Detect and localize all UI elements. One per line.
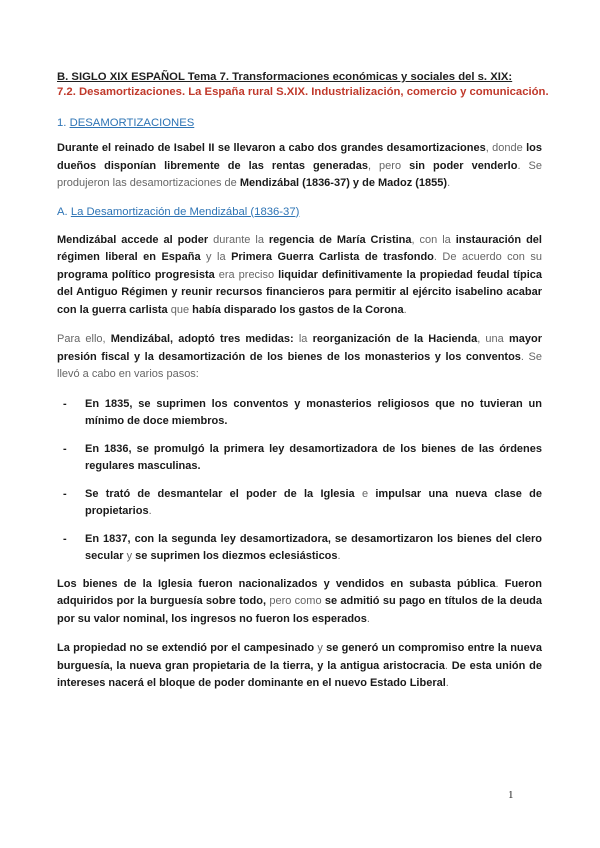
p1-bold-6: liquidar definitivamente la propiedad feudal típica del Antiguo Régimen y reunir recursos financieros para permitir al ejército isabelino acabar con la guerra carlista (57, 268, 542, 316)
p1-text-1: durante la (208, 233, 269, 246)
list-item (57, 441, 542, 476)
list-item (57, 531, 542, 566)
intro-text-3: . Se produjeron las desamortizaciones de (57, 159, 542, 189)
p4-text-2: . (444, 659, 452, 672)
subsection-title-link[interactable]: La Desamortización de Mendizábal (1836-37) (70, 205, 300, 218)
p3-text-3: . (366, 612, 370, 625)
p1-bold-5: programa político progresista (57, 268, 215, 281)
step-text: En 1835, se suprimen los conventos y monasterios religiosos que no tuvieran un mínimo de doce miembros. (85, 397, 542, 427)
p1-text-4: . De acuerdo con su (433, 251, 543, 263)
p2-text-4: . Se llevó a cabo en varios pasos: (57, 350, 542, 380)
p1-text-5: era preciso (214, 268, 279, 281)
list-dash: - (63, 442, 67, 455)
intro-paragraph (57, 140, 542, 193)
step-text-1: y (123, 550, 136, 562)
step-text-2: . (337, 550, 341, 562)
page-number: 1 (508, 789, 514, 801)
p1-text-7: . (403, 303, 407, 316)
topic-header: B. SIGLO XIX ESPAÑOL Tema 7. Transformaciones económicas y sociales del s. XIX: (57, 71, 513, 83)
intro-bold-2: los dueños disponían libremente de las rentas generadas (57, 142, 542, 172)
steps-list (57, 396, 542, 566)
p3-bold-3: se admitió su pago en títulos de la deuda por su valor nominal, los ingresos no fueron los esperados (57, 595, 542, 625)
intro-bold-3: sin poder venderlo (409, 159, 518, 172)
step-bold-2: impulsar una nueva clase de propietarios (85, 487, 542, 517)
section-desamortizaciones-heading (57, 116, 542, 131)
p2-bold-3: mayor presión fiscal y la desamortización de los bienes de los monasterios y los conventos (57, 333, 542, 363)
p4-text-3: . (445, 677, 449, 689)
list-dash: - (63, 532, 67, 545)
subsection-letter: A. (57, 205, 71, 218)
p3-bold-1: Los bienes de la Iglesia fueron nacionalizados y vendidos en subasta pública (57, 577, 496, 590)
p4-bold-3: De esta unión de intereses nacerá el bloque de poder dominante en el nuevo Estado Liberal (57, 659, 542, 689)
p4-bold-1: La propiedad no se extendió por el campesinado (57, 642, 315, 654)
intro-text-1: , donde (485, 142, 527, 154)
list-item (57, 396, 542, 431)
list-dash: - (63, 487, 67, 500)
p1-bold-2: regencia de María Cristina (268, 233, 412, 246)
p1-bold-1: Mendizábal accede al poder (57, 233, 209, 246)
p1-text-6: que (167, 303, 193, 316)
paragraph-consequences (57, 640, 542, 693)
step-text-2: . (148, 505, 152, 517)
p1-bold-7: había disparado los gastos de la Corona (192, 303, 404, 316)
p3-text-2: pero como (266, 595, 325, 607)
intro-bold-4: Mendizábal (1836-37) y de Madoz (1855) (239, 177, 448, 189)
intro-text-4: . (447, 177, 451, 189)
p3-text-1: . (495, 577, 505, 590)
p1-bold-4: Primera Guerra Carlista de trasfondo (231, 251, 434, 263)
subtopic-header: 7.2. Desamortizaciones. La España rural S.XIX. Industrialización, comercio y comunicación. (57, 86, 549, 98)
subsection-mendizabal-heading (57, 205, 542, 220)
p4-text-1: y (314, 642, 327, 654)
step-bold-2: se suprimen los diezmos eclesiásticos (135, 550, 338, 562)
p3-bold-2: Fueron adquiridos por la burguesía sobre todo, (57, 577, 542, 607)
step-text-1: e (354, 487, 376, 500)
step-bold-1: En 1837, con la segunda ley desamortizadora, se desamortizaron los bienes del clero secular (85, 532, 542, 562)
intro-bold-1: Durante el reinado de Isabel II se llevaron a cabo dos grandes desamortizaciones (57, 142, 486, 154)
paragraph-three-measures (57, 331, 542, 384)
list-item (57, 486, 542, 521)
p2-bold-1: Mendizábal, adoptó tres medidas: (110, 333, 294, 345)
p4-bold-2: se generó un compromiso entre la nueva burguesía, la nueva gran propietaria de la tierra, y la antigua aristocracia (57, 642, 542, 672)
paragraph-church-goods (57, 576, 542, 629)
paragraph-mendizabal-context (57, 232, 542, 320)
p2-text-2: la (293, 333, 313, 345)
step-text: En 1836, se promulgó la primera ley desamortizadora de los bienes de las órdenes regulares masculinas. (85, 442, 542, 472)
p2-bold-2: reorganización de la Hacienda (312, 333, 478, 345)
intro-text-2: , pero (367, 159, 410, 172)
p2-text-1: Para ello, (57, 333, 111, 345)
section-title-link[interactable]: DESAMORTIZACIONES (69, 117, 195, 129)
document-page (57, 70, 549, 704)
p1-bold-3: instauración del régimen liberal en España (57, 233, 542, 263)
step-bold-1: Se trató de desmantelar el poder de la Iglesia (85, 487, 355, 500)
p2-text-3: , una (477, 333, 509, 345)
list-dash: - (63, 397, 67, 410)
p1-text-2: , con la (411, 233, 456, 246)
p1-text-3: y la (200, 251, 232, 263)
section-number: 1. (57, 117, 70, 129)
